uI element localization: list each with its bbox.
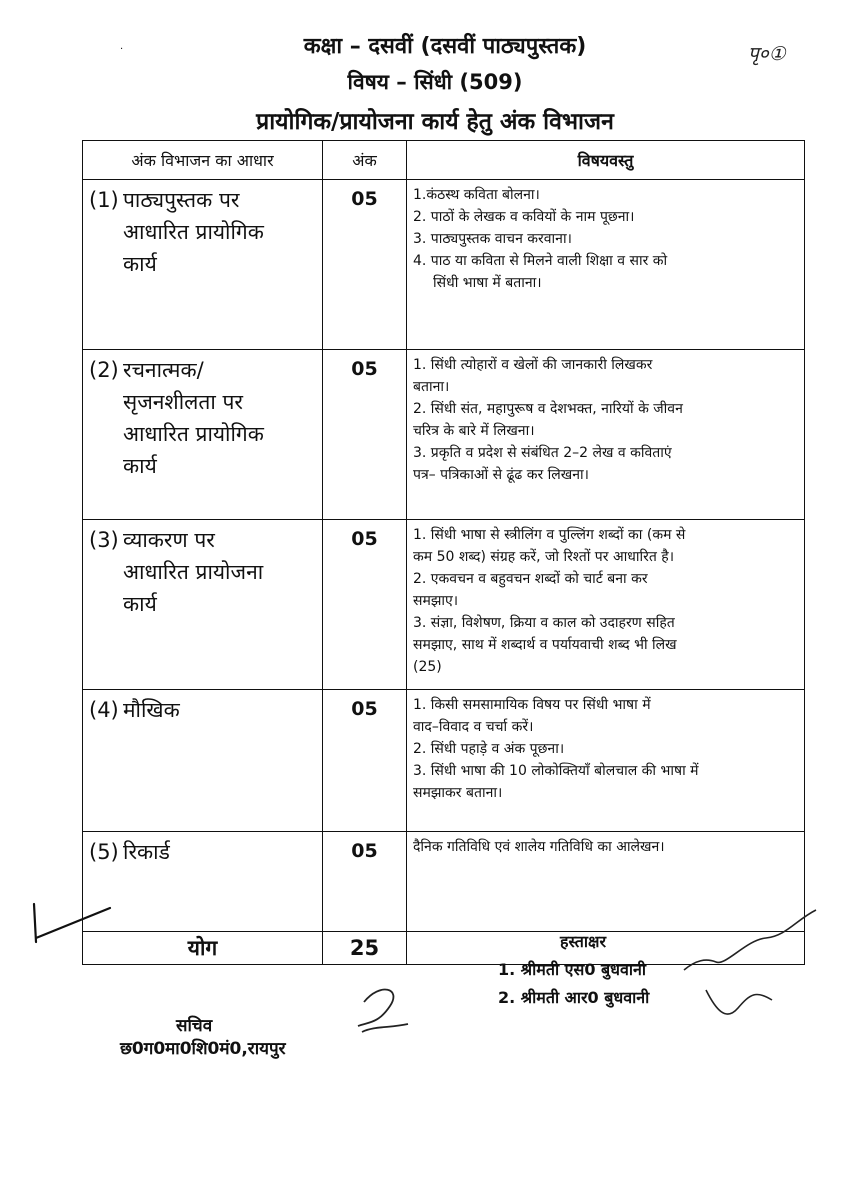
basis-cell [83, 350, 323, 520]
basis-cell [83, 520, 323, 690]
basis-text: सृजनशीलता पर [123, 390, 243, 414]
row-number: (3) [89, 528, 119, 552]
content-line: 2. सिंधी संत, महापुरूष व देशभक्त, नारियों के जीवन [413, 401, 683, 417]
marks-cell: 05 [323, 832, 407, 932]
class-heading: कक्षा – दसवीं (दसवीं पाठ्यपुस्तक) [303, 34, 587, 59]
row-number: (2) [89, 358, 119, 382]
table-row [83, 180, 805, 350]
signatory-name: 2. श्रीमती आर0 बुधवानी [498, 988, 650, 1007]
content-line: समझाकर बताना। [413, 785, 503, 801]
secretary-label: सचिव [176, 1016, 213, 1036]
row-number: (5) [89, 840, 119, 864]
content-line: सिंधी भाषा में बताना। [433, 275, 542, 291]
table-row [83, 350, 805, 520]
content-line: चरित्र के बारे में लिखना। [413, 423, 535, 439]
row-number: (1) [89, 188, 119, 212]
marks-cell: 05 [323, 350, 407, 520]
content-line: पत्र– पत्रिकाओं से ढूंढ कर लिखना। [413, 467, 589, 483]
speck-mark: · [120, 44, 124, 55]
content-line: 2. पाठों के लेखक व कवियों के नाम पूछना। [413, 209, 635, 225]
basis-text: आधारित प्रायोगिक [123, 220, 264, 244]
basis-text: आधारित प्रायोगिक [123, 422, 264, 446]
content-line: 2. एकवचन व बहुवचन शब्दों को चार्ट बना कर [413, 571, 648, 587]
content-line: 3. प्रकृति व प्रदेश से संबंधित 2–2 लेख व कविताएं [413, 445, 672, 461]
content-line: समझाए, साथ में शब्दार्थ व पर्यायवाची शब्द भी लिख [413, 637, 677, 653]
basis-text: पाठ्यपुस्तक पर [123, 188, 240, 212]
basis-text: कार्य [123, 454, 157, 478]
basis-text: रचनात्मक/ [123, 358, 204, 382]
subject-heading: विषय – सिंधी (509) [347, 70, 523, 94]
page-number-note: पृ०① [748, 43, 786, 65]
content-line: कम 50 शब्द) संग्रह करें, जो रिश्तों पर आधारित है। [413, 549, 675, 565]
content-line: 3. संज्ञा, विशेषण, क्रिया व काल को उदाहरण सहित [413, 615, 675, 631]
content-line: 1. किसी समसामायिक विषय पर सिंधी भाषा में [413, 697, 651, 713]
content-line: 1. सिंधी त्योहारों व खेलों की जानकारी लिखकर [413, 357, 653, 373]
basis-text: रिकार्ड [123, 840, 170, 864]
content-line: समझाए। [413, 593, 459, 609]
marks-cell: 05 [323, 520, 407, 690]
content-line: 4. पाठ या कविता से मिलने वाली शिक्षा व सार को [413, 253, 668, 269]
content-line: 1. सिंधी भाषा से स्त्रीलिंग व पुल्लिंग शब्दों का (कम से [413, 527, 686, 543]
basis-cell [83, 690, 323, 832]
signature-scribble [676, 900, 826, 1030]
content-line: दैनिक गतिविधि एवं शालेय गतिविधि का आलेखन। [413, 839, 665, 855]
table-header-row [83, 141, 805, 180]
content-cell [407, 690, 805, 832]
content-line: 1.कंठस्थ कविता बोलना। [413, 187, 540, 203]
header-content: विषयवस्तु [407, 141, 805, 180]
total-marks: 25 [323, 932, 407, 965]
handwritten-tick-mark [28, 898, 118, 948]
document-title: प्रायोगिक/प्रायोजना कार्य हेतु अंक विभाजन [256, 109, 614, 135]
basis-text: कार्य [123, 592, 157, 616]
basis-text: मौखिक [123, 698, 180, 722]
marks-cell: 05 [323, 180, 407, 350]
table-row [83, 690, 805, 832]
content-line: बताना। [413, 379, 450, 395]
content-cell [407, 180, 805, 350]
content-line: (25) [413, 659, 442, 675]
content-line: 3. पाठ्यपुस्तक वाचन करवाना। [413, 231, 572, 247]
basis-cell [83, 180, 323, 350]
basis-text: व्याकरण पर [123, 528, 215, 552]
signatures-heading: हस्ताक्षर [560, 932, 607, 951]
content-line: वाद–विवाद व चर्चा करें। [413, 719, 534, 735]
content-cell [407, 350, 805, 520]
content-cell [407, 520, 805, 690]
board-name: छ0ग0मा0शि0मं0,रायपुर [120, 1039, 286, 1059]
basis-cell [83, 832, 323, 932]
content-line: 3. सिंधी भाषा की 10 लोकोक्तियाँ बोलचाल की भाषा में [413, 763, 699, 779]
basis-text: आधारित प्रायोजना [123, 560, 264, 584]
header-marks: अंक [323, 141, 407, 180]
header-basis: अंक विभाजन का आधार [83, 141, 323, 180]
secretary-signature-scribble [350, 982, 420, 1044]
signatory-name: 1. श्रीमती एस0 बुधवानी [498, 960, 647, 979]
total-label: योग [83, 932, 323, 965]
table-row [83, 520, 805, 690]
marks-distribution-table [82, 140, 805, 965]
content-line: 2. सिंधी पहाड़े व अंक पूछना। [413, 741, 565, 757]
marks-cell: 05 [323, 690, 407, 832]
row-number: (4) [89, 698, 119, 722]
basis-text: कार्य [123, 252, 157, 276]
